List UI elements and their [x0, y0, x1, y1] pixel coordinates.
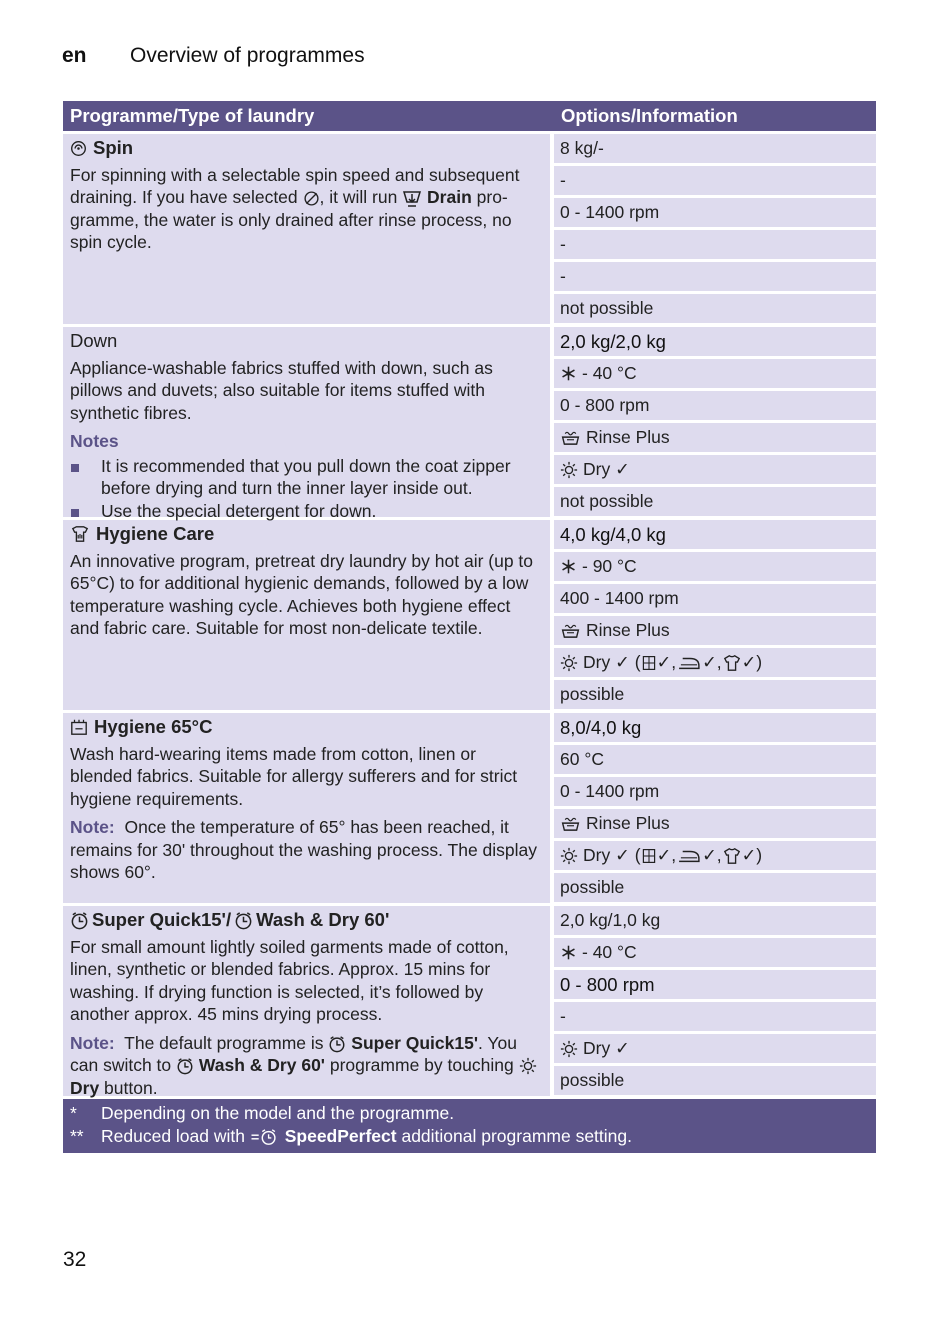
drain-icon: [402, 188, 422, 208]
option-spin-speed: 0 - 800 rpm: [554, 391, 876, 420]
options-list: [554, 520, 876, 710]
cold-icon: [560, 365, 577, 382]
cupboard-dry-icon: [641, 655, 657, 671]
programme-hygiene-65: [63, 713, 876, 903]
options-list: [554, 713, 876, 903]
cupboard-dry-icon: [641, 848, 657, 864]
programme-description: For small amount lightly soiled garments made of cotton, linen, synthetic or blended fabrics. Approx. 15 mins for washing. If drying function is selected, it’s followed by another approx. 45 mins drying process.: [70, 936, 509, 1024]
cold-icon: [560, 944, 577, 961]
option-temperature: - 40 °C: [554, 938, 876, 967]
footnote: ** Reduced load with SpeedPerfect additional programme setting.: [70, 1125, 632, 1146]
clock-icon: [234, 911, 253, 930]
option-load: 2,0 kg/2,0 kg: [554, 327, 876, 356]
option-dry: Dry ✓: [554, 455, 876, 484]
table-footnotes: [63, 1099, 876, 1153]
spin-icon: [70, 140, 87, 157]
programme-title: Hygiene 65°C: [70, 716, 542, 739]
language-code: en: [62, 44, 87, 67]
notes-heading: Notes: [70, 431, 119, 451]
clock-icon: [70, 911, 89, 930]
note-item: It is recommended that you pull down the coat zipper before drying and turn the inner layer inside out.: [70, 455, 542, 500]
hygiene-care-icon: [70, 525, 90, 543]
page-header-title: Overview of programmes: [130, 44, 365, 67]
hygiene-icon: [70, 718, 88, 736]
option-temperature: - 90 °C: [554, 552, 876, 581]
footnote: * Depending on the model and the programme.: [70, 1103, 455, 1123]
option-load: 8,0/4,0 kg: [554, 713, 876, 742]
option-extra: Rinse Plus: [554, 423, 876, 452]
dry-sun-icon: [560, 847, 578, 865]
option-extra: Rinse Plus: [554, 809, 876, 838]
option-extra: -: [554, 230, 876, 259]
programme-note: Note: Once the temperature of 65° has been reached, it remains for 30' throughout the washing process. The display shows 60°.: [70, 817, 538, 882]
option-load: 8 kg/-: [554, 134, 876, 163]
dry-sun-icon: [560, 1040, 578, 1058]
option-dry: -: [554, 262, 876, 291]
option-spin-speed: 0 - 1400 rpm: [554, 198, 876, 227]
options-list: [554, 906, 876, 1096]
programme-description: An innovative program, pretreat dry laundry by hot air (up to 65°C) to for additional hygienic demands, followed by a low temperature washing cycle. Achieves both hygiene effect and fabric care. Suitable for most non-delicate textile.: [70, 550, 534, 638]
programme-description: For spinning with a selectable spin speed and subsequent draining. If you have selected , it will run Drain pro- gramme, the water is only drained after rinse process, no spin cycle.: [70, 164, 520, 252]
option-temperature: - 40 °C: [554, 359, 876, 388]
shirt-dry-icon: [722, 654, 742, 672]
col-options-header: Options/Information: [561, 105, 738, 126]
option-load: 4,0 kg/4,0 kg: [554, 520, 876, 549]
option-spin-speed: 0 - 800 rpm: [554, 970, 876, 999]
option-extra: Rinse Plus: [554, 616, 876, 645]
option-timer: not possible: [554, 294, 876, 323]
programme-title: Super Quick15'/ Wash & Dry 60': [70, 909, 542, 932]
shirt-dry-icon: [722, 847, 742, 865]
table-header: [63, 101, 876, 131]
options-list: [554, 134, 876, 324]
rinse-plus-icon: [560, 429, 581, 447]
option-spin-speed: 0 - 1400 rpm: [554, 777, 876, 806]
notes-list: [70, 455, 542, 523]
programme-description: Wash hard-wearing items made from cotton, linen or blended fabrics. Suitable for allergy sufferers and for strict hygiene requirements.: [70, 743, 518, 809]
programme-title: Down: [70, 330, 118, 351]
dry-sun-icon: [519, 1057, 537, 1075]
option-spin-speed: 400 - 1400 rpm: [554, 584, 876, 613]
option-timer: not possible: [554, 487, 876, 516]
rinse-plus-icon: [560, 622, 581, 640]
clock-icon: [328, 1035, 346, 1053]
cold-icon: [560, 558, 577, 575]
option-timer: possible: [554, 680, 876, 709]
dry-sun-icon: [560, 461, 578, 479]
option-extra: -: [554, 1002, 876, 1031]
iron-dry-icon: [676, 847, 702, 865]
dry-sun-icon: [560, 654, 578, 672]
option-timer: possible: [554, 873, 876, 902]
note-item: Use the special detergent for down.: [70, 500, 542, 523]
programme-table: [63, 101, 876, 1153]
programme-title: Spin: [70, 137, 542, 160]
clock-icon: [176, 1057, 194, 1075]
option-dry: Dry ✓: [554, 1034, 876, 1063]
iron-dry-icon: [676, 654, 702, 672]
col-programme-header: Programme/Type of laundry: [70, 105, 315, 126]
option-timer: possible: [554, 1066, 876, 1095]
no-spin-icon: [303, 190, 320, 207]
programme-note: Note: The default programme is Super Quick15'. You can switch to Wash & Dry 60' programme by touching Dry button.: [70, 1032, 542, 1100]
programme-down: [63, 327, 876, 521]
option-dry: Dry ✓ ( ✓, ✓, ✓): [554, 841, 876, 870]
speedperfect-icon: [250, 1128, 280, 1146]
programme-super-quick: [63, 906, 876, 1096]
option-load: 2,0 kg/1,0 kg: [554, 906, 876, 935]
programme-spin: [63, 134, 876, 324]
option-dry: Dry ✓ ( ✓, ✓, ✓): [554, 648, 876, 677]
option-temperature: -: [554, 166, 876, 195]
option-temperature: 60 °C: [554, 745, 876, 774]
programme-hygiene-care: [63, 520, 876, 710]
programme-title: Hygiene Care: [70, 523, 542, 546]
rinse-plus-icon: [560, 815, 581, 833]
programme-description: Appliance-washable fabrics stuffed with down, such as pillows and duvets; also suitable for items stuffed with synthetic fibres.: [70, 357, 493, 423]
page-number: 32: [63, 1248, 87, 1271]
options-list: [554, 327, 876, 517]
